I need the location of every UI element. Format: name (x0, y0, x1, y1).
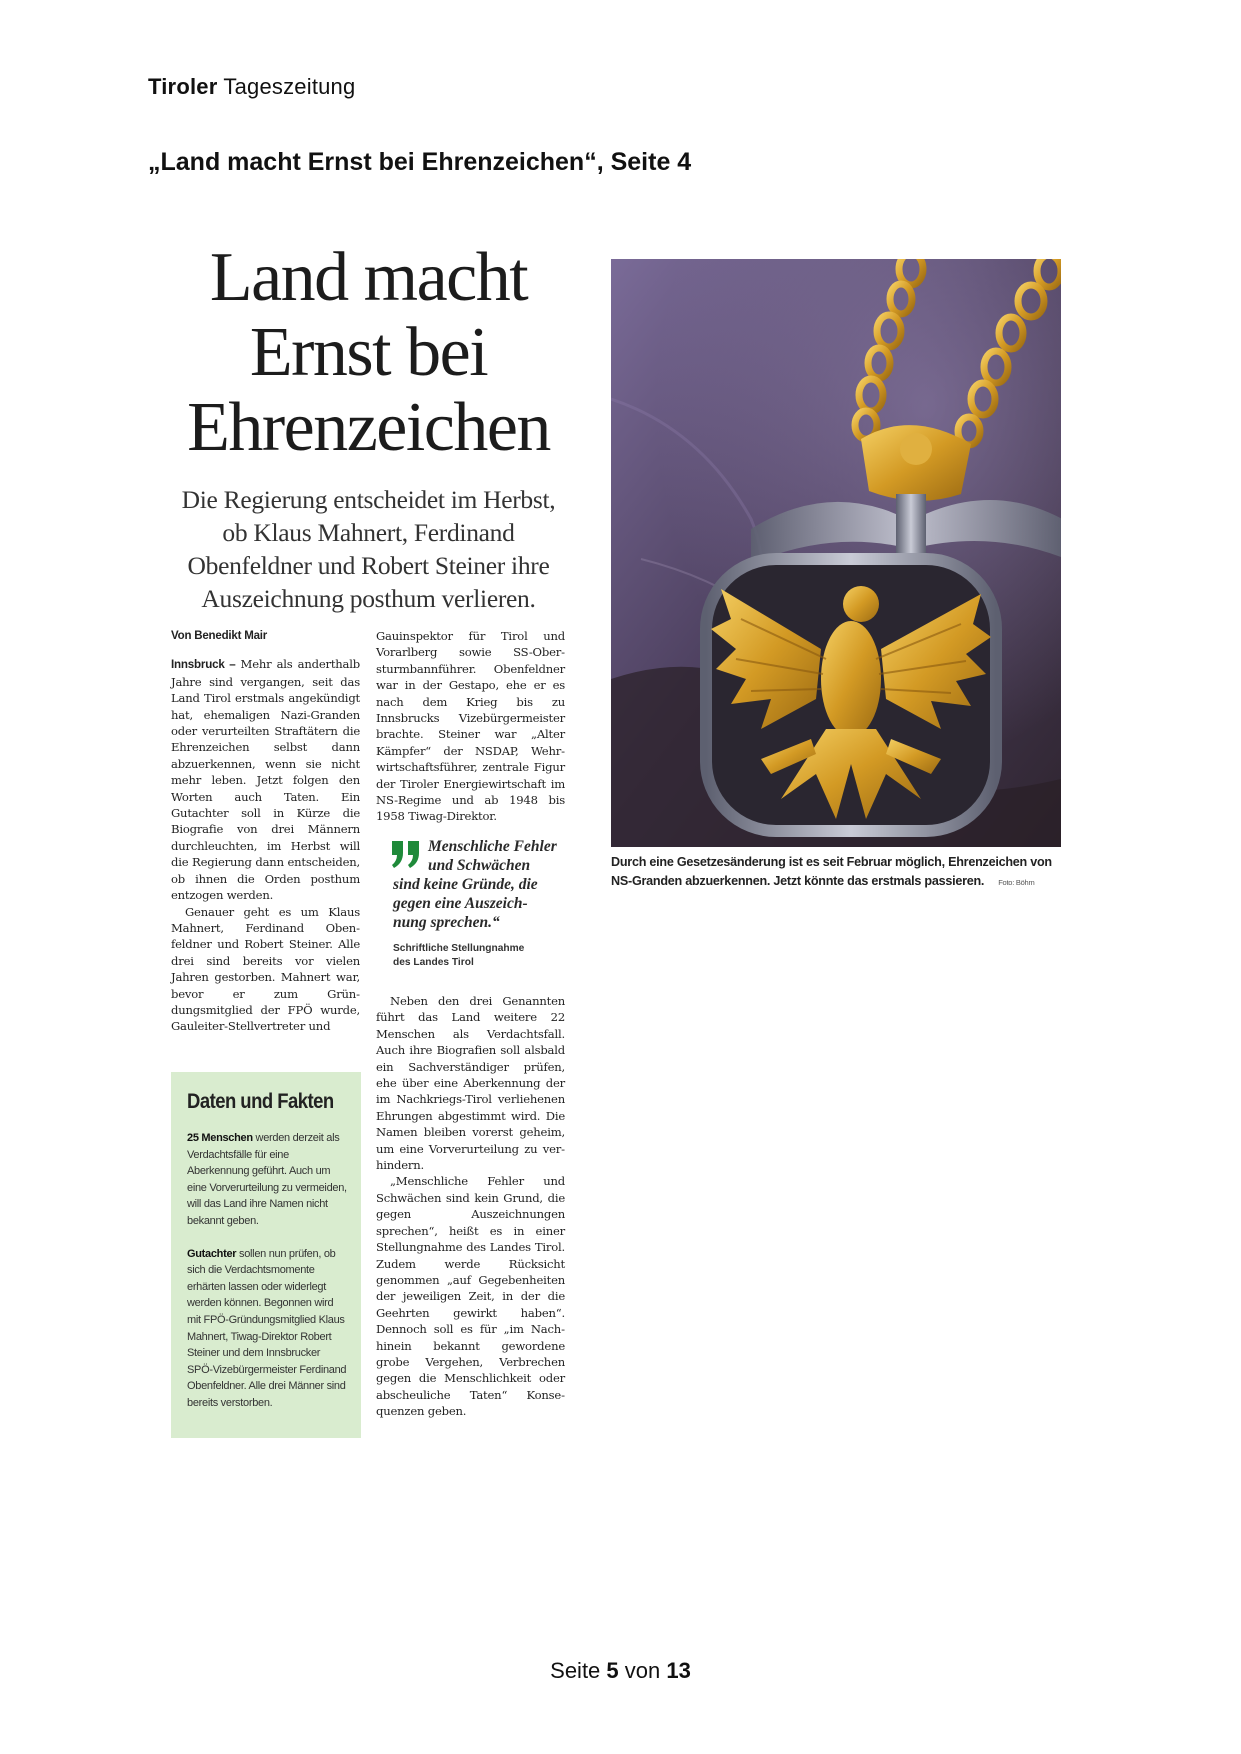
quote-line: gegen eine Auszeich- (393, 895, 528, 912)
medal-photo (611, 259, 1061, 847)
quote-source-line: des Landes Tirol (393, 957, 474, 968)
medal-illustration (611, 259, 1061, 847)
article-paragraph: Neben den drei Genannten führt das Land weitere 22 Menschen als Verdachtsfall. Auch ihre Biografien soll alsbald ein Sachverständiger prüfen, ehe über eine Aberkennung der im Nachkriegs-Tirol verliehenen Ehrungen abgestimmt wird. Die Namen bleiben vorerst geheim, um eine Vorverurteilung zu verhindern. (376, 994, 565, 1173)
page-number (0, 1658, 1241, 1684)
article-column-1 (171, 628, 360, 1035)
total-pages: 13 (666, 1658, 691, 1683)
subheadline: Die Regierung entscheidet im Herbst, ob Klaus Mahnert, Ferdinand Obenfeldner und Robert Steiner ihre Auszeichnung posthum verlieren. (181, 485, 556, 613)
page-middle: von (618, 1658, 667, 1683)
pull-quote (376, 837, 566, 970)
photo-caption (611, 853, 1063, 892)
headline (170, 240, 567, 465)
dateline: Innsbruck – (171, 658, 236, 672)
fact-highlight: 25 Menschen (187, 1132, 253, 1144)
caption-text: Durch eine Gesetzesänderung ist es seit Februar möglich, Ehrenzeichen von NS-Granden abzuerkennen. Jetzt könnte das erstmals passieren. (611, 855, 1052, 888)
fact-box (171, 1072, 361, 1438)
article-paragraph: „Menschliche Fehler und Schwächen sind kein Grund, die gegen Auszeichnungen sprechen“, heißt es in einer Stellungnahme des Landes Tirol. Zudem werde Rücksicht genommen „auf Gegebenheiten der jeweiligen Zeit, in der die Geehrten gewirkt haben“. Dennoch soll es für „im Nachhinein bekannt gewordene grobe Vergehen, Verbrechen gegen die Menschlichkeit oder abscheuliche Taten“ Konsequenzen geben. (376, 1174, 565, 1419)
paragraph-text: Mehr als anderthalb Jahre sind vergangen, seit das Land Tirol erstmals angekündigt hat, ehemaligen Nazi-Granden oder verurteilten Straftätern die Ehrenzeichen selbst dann abzuerkennen, wenn sie nicht mehr leben. Jetzt folgen den Worten auch Taten. Ein Gutachter soll in Kürze die Biografie von drei Männern durchleuchten, im Herbst will die Regierung dann entscheiden, ob ihnen die Orden posthum entzogen werden. (171, 657, 360, 903)
quote-line: sind keine Gründe, die (393, 876, 538, 893)
quote-line: nung sprechen.“ (393, 914, 500, 931)
byline: Von Benedikt Mair (171, 630, 268, 642)
article-paragraph (171, 656, 360, 903)
fact-highlight: Gutachter (187, 1247, 237, 1260)
quote-source-line: Schriftliche Stellungnahme (393, 943, 525, 954)
quote-line: Menschliche Fehler (428, 838, 557, 855)
quote-source (376, 942, 566, 970)
headline-line: Land macht (209, 239, 528, 316)
fact-box-title: Daten und Fakten (187, 1090, 334, 1113)
article-paragraph: Genauer geht es um Klaus Mahnert, Ferdinand Obenfeldner und Robert Steiner. Alle drei sind bereits vor vielen Jahren gestorben. Mahnert war, bevor er zum Gründungsmitglied der FPÖ wurde, Gauleiter-Stellvertreter und (171, 904, 360, 1034)
article-column-2 (376, 628, 565, 825)
headline-line: Ernst bei (249, 314, 488, 391)
fact-item (187, 1130, 347, 1230)
current-page: 5 (606, 1658, 619, 1683)
quote-line: und Schwächen (428, 857, 531, 874)
article-column-2-continued (376, 993, 565, 1420)
article-reference: „Land macht Ernst bei Ehrenzeichen“, Seite 4 (148, 148, 692, 176)
quote-mark-icon (390, 839, 422, 869)
publication-name-rest: Tageszeitung (217, 74, 356, 99)
article-header (170, 240, 567, 615)
publication-name-bold: Tiroler (148, 74, 218, 99)
fact-item (187, 1246, 347, 1412)
fact-text: sollen nun prüfen, ob sich die Verdachtsmomente erhärten lassen oder widerlegt werden können. Begonnen wird mit FPÖ-Gründungsmitglied Klaus Mahnert, Tiwag-Direktor Robert Steiner und dem Innsbrucker SPÖ-Vizebürgermeister Ferdinand Obenfeldner. Alle drei Männer sind bereits verstorben. (187, 1247, 347, 1409)
article-paragraph: Gauinspektor für Tirol und Vorarlberg sowie SS-Obersturmbannführer. Obenfeldner war in der Gestapo, ehe er es nach dem Krieg bis zu Innsbrucks Vizebürgermeister brachte. Steiner war „Alter Kämpfer“ der NSDAP, Wehrwirtschaftsführer, zentrale Figur der Tiroler Energiewirtschaft im NS-Regime und ab 1948 bis 1958 Tiwag-Direktor. (376, 629, 565, 824)
page-prefix: Seite (550, 1658, 607, 1683)
headline-line: Ehrenzeichen (187, 389, 550, 466)
publication-name (148, 74, 355, 100)
photo-credit: Foto: Böhm (998, 878, 1035, 887)
fact-text: werden derzeit als Verdachtsfälle für eine Aberkennung geführt. Auch um eine Vorverurteilung zu vermeiden, will das Land ihre Namen nicht bekannt geben. (187, 1132, 347, 1227)
